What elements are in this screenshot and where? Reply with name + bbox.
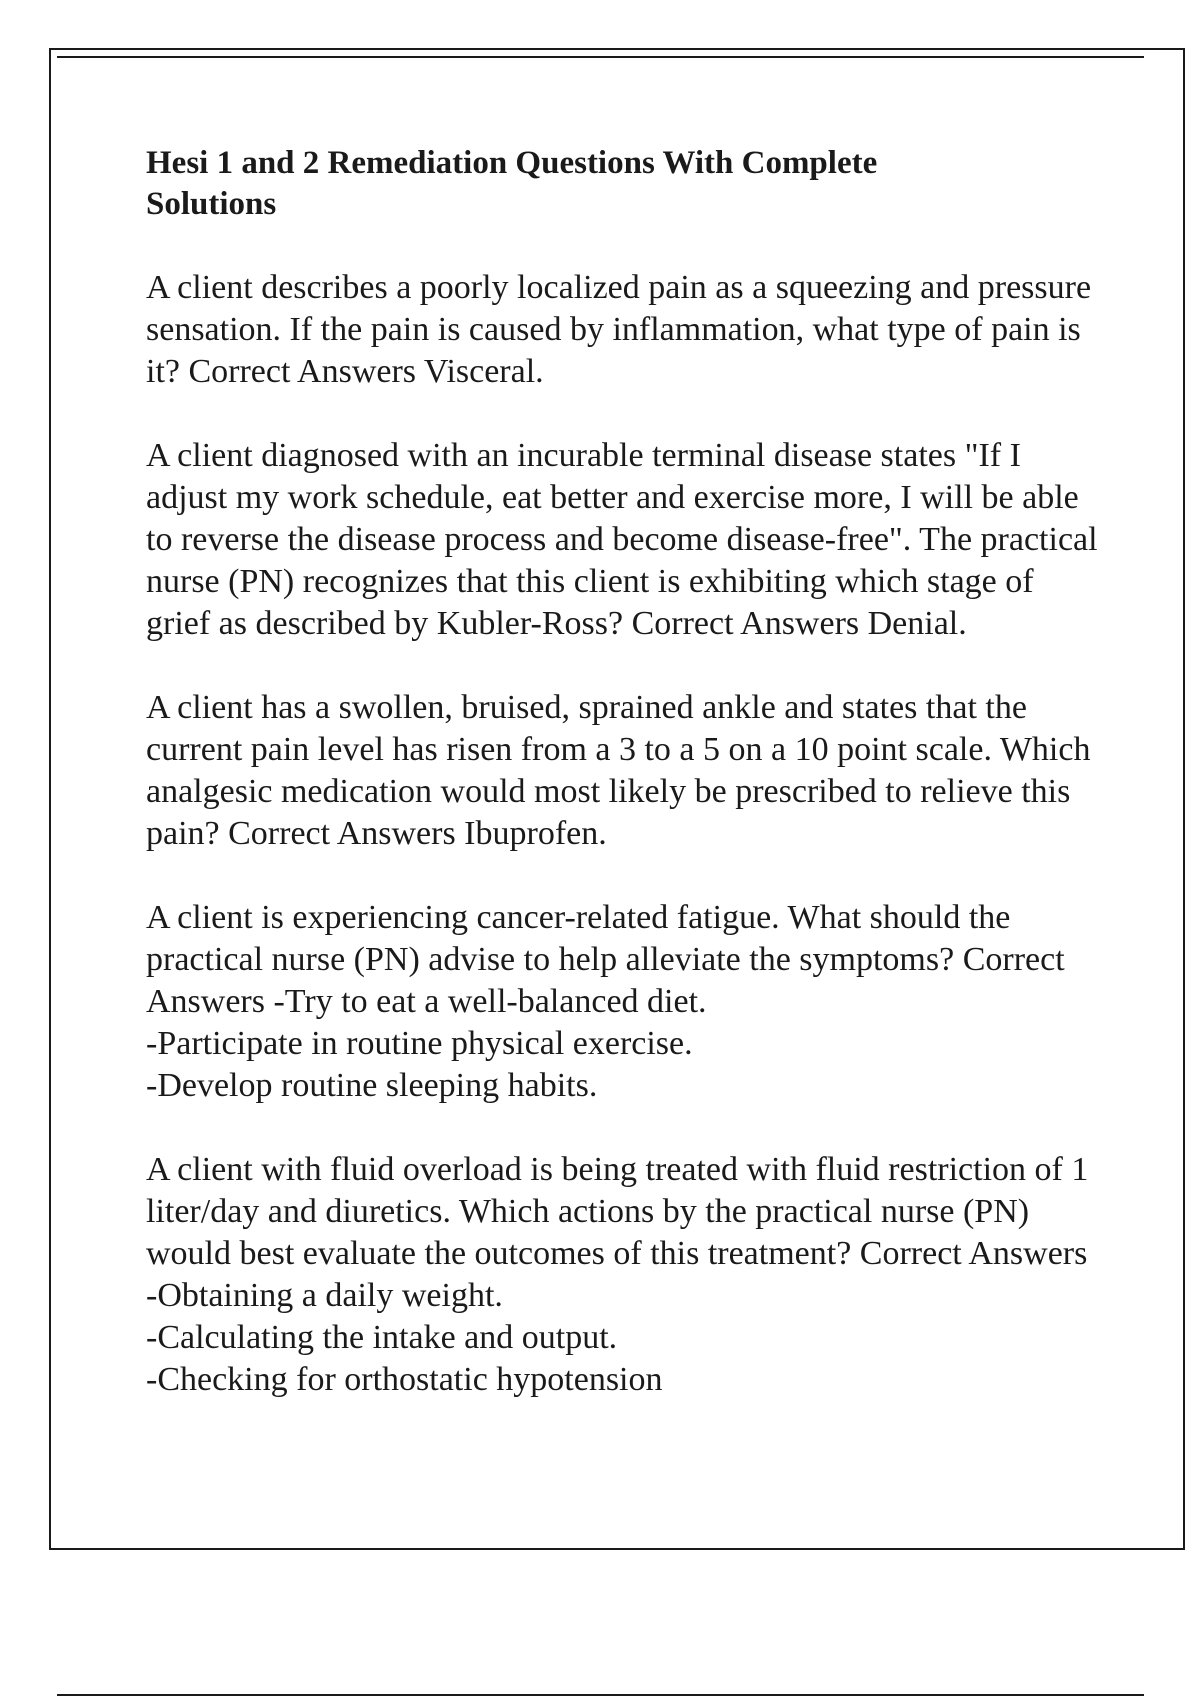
question-item: A client describes a poorly localized pain as a squeezing and pressure sensation. If the pain is caused by inflammation, what type of pain is it? Correct Answers Visceral.	[146, 269, 1092, 390]
question-item: A client has a swollen, bruised, sprained ankle and states that the current pain level has risen from a 3 to a 5 on a 10 point scale. Which analgesic medication would most likely be prescribed to relieve this pain? Correct Answers Ibuprofen.	[146, 689, 1091, 852]
document-title: Hesi 1 and 2 Remediation Questions With Complete Solutions	[146, 145, 878, 222]
document-body	[146, 143, 1106, 1443]
bottom-divider	[57, 1694, 1144, 1696]
question-item: A client is experiencing cancer-related fatigue. What should the practical nurse (PN) advise to help alleviate the symptoms? Correct Answers -Try to eat a well-balanced diet. -Participate in routine physical exercise. -Develop routine sleeping habits.	[146, 899, 1065, 1104]
question-item: A client diagnosed with an incurable terminal disease states "If I adjust my work schedule, eat better and exercise more, I will be able to reverse the disease process and become disease-free". The practical nurse (PN) recognizes that this client is exhibiting which stage of grief as described by Kubler-Ross? Correct Answers Denial.	[146, 437, 1098, 642]
top-divider	[57, 56, 1144, 58]
question-item: A client with fluid overload is being treated with fluid restriction of 1 liter/day and diuretics. Which actions by the practical nurse (PN) would best evaluate the outcomes of this treatment? Correct Answers -Obtaining a daily weight. -Calculating the intake and output. -Checking for orthostatic hypotension	[146, 1151, 1089, 1398]
